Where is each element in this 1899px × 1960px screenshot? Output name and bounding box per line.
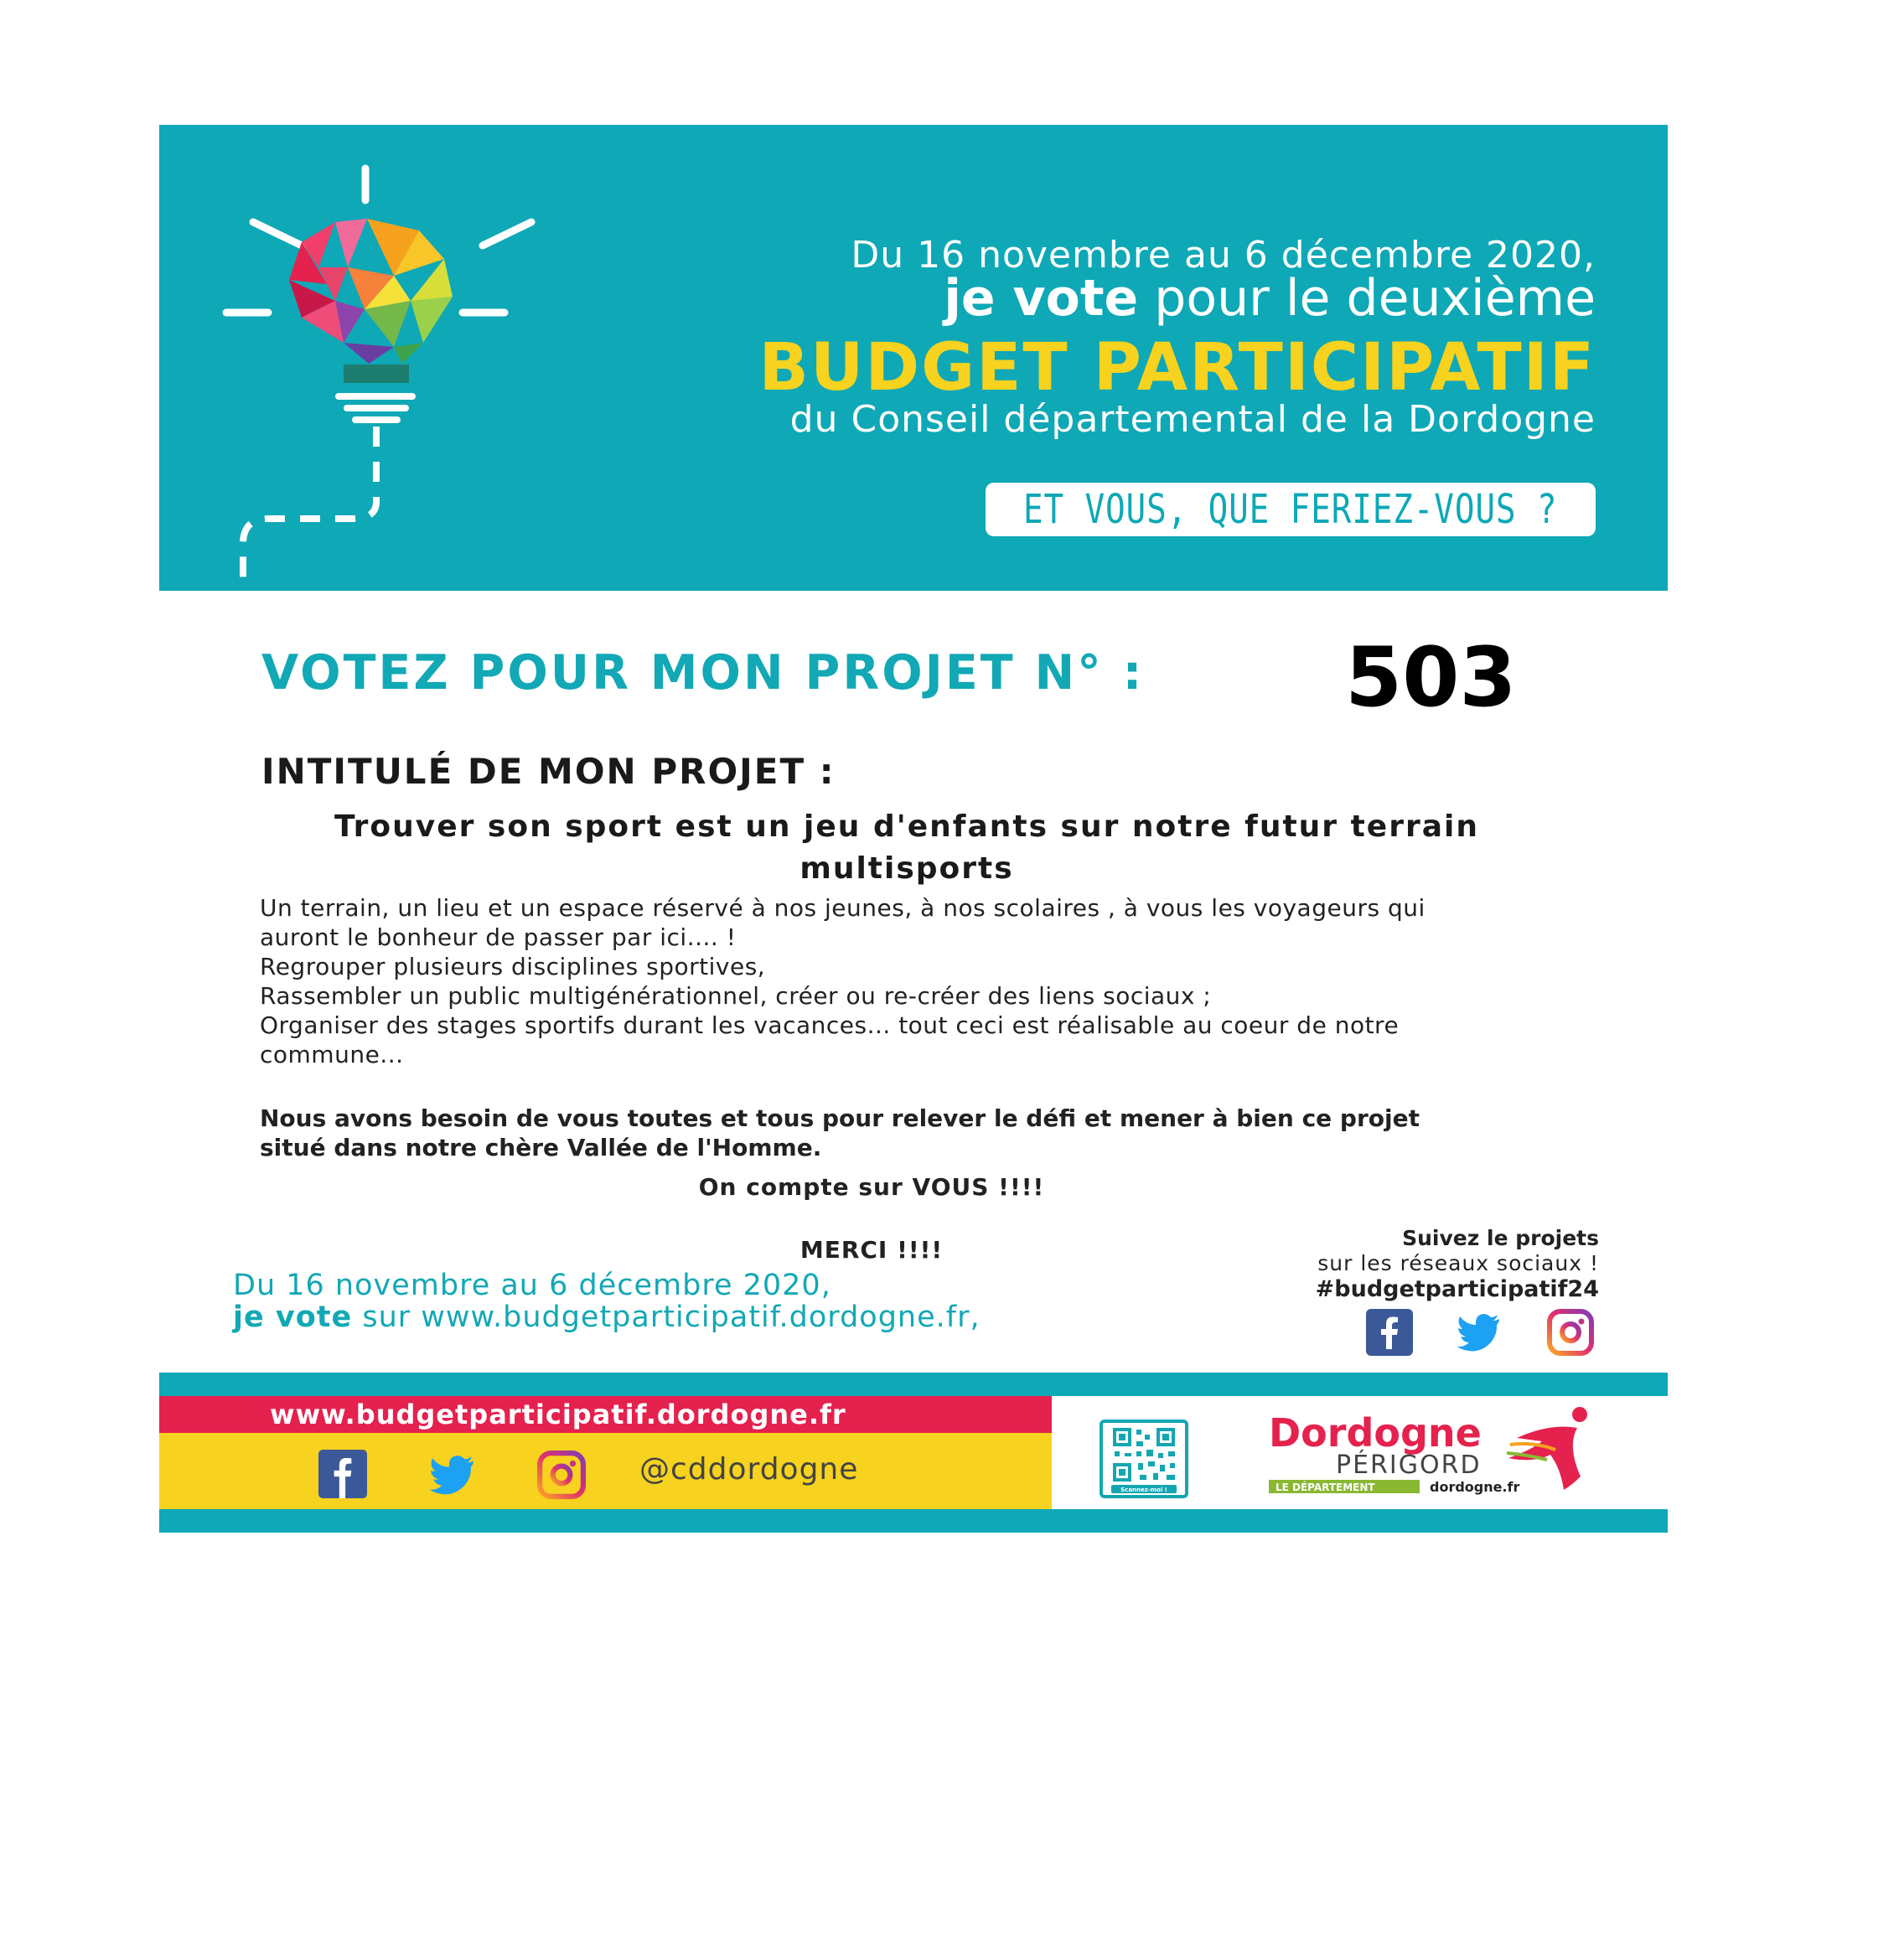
banner-social-bar xyxy=(159,1433,1052,1509)
twitter-icon[interactable] xyxy=(1456,1309,1503,1356)
description-line: auront le bonheur de passer par ici.... ! xyxy=(260,923,737,951)
social-handle[interactable]: @cddordogne xyxy=(639,1452,859,1487)
reseaux-label: sur les réseaux sociaux ! xyxy=(1317,1251,1599,1275)
hashtag-label[interactable]: #budgetparticipatif24 xyxy=(1315,1276,1599,1302)
appeal-line: Nous avons besoin de vous toutes et tous pour relever le défi et mener à bien ce projet xyxy=(260,1104,1420,1132)
description-line: Regrouper plusieurs disciplines sportives, xyxy=(260,953,766,980)
compte-text: On compte sur VOUS !!!! xyxy=(698,1173,1045,1201)
footer-dates: Du 16 novembre au 6 décembre 2020, xyxy=(233,1269,831,1302)
project-number: 503 xyxy=(1345,630,1517,726)
logo-name: Dordogne xyxy=(1269,1410,1482,1456)
header-dates: Du 16 novembre au 6 décembre 2020, xyxy=(851,234,1596,277)
twitter-icon[interactable] xyxy=(426,1452,479,1496)
header-banner xyxy=(159,125,1668,591)
merci-text: MERCI !!!! xyxy=(799,1236,944,1264)
project-title: Trouver son sport est un jeu d'enfants sur notre futur terrain multisports xyxy=(334,809,1479,886)
project-description xyxy=(260,893,1634,1069)
slogan-box xyxy=(986,483,1596,536)
intitule-label: INTITULÉ DE MON PROJET : xyxy=(261,751,836,792)
logo-region: PÉRIGORD xyxy=(1336,1451,1482,1480)
instagram-icon[interactable] xyxy=(1547,1309,1594,1356)
banner-top-band xyxy=(159,1373,1668,1396)
suivez-label: Suivez le projets xyxy=(1402,1226,1599,1250)
description-line: Un terrain, un lieu et un espace réservé à nos jeunes, à nos scolaires , à vous les voyageurs qui xyxy=(260,894,1426,922)
logo-site: dordogne.fr xyxy=(1430,1479,1520,1495)
banner-url-link[interactable]: www.budgetparticipatif.dordogne.fr xyxy=(270,1399,846,1430)
appeal-line: situé dans notre chère Vallée de l'Homme. xyxy=(260,1134,822,1161)
header-vote-bold: je vote xyxy=(944,269,1139,328)
qr-code-graphic xyxy=(1103,1423,1185,1495)
description-line: Organiser des stages sportifs durant les vacances... tout ceci est réalisable au coeur de notre xyxy=(260,1011,1400,1039)
qr-code-icon[interactable] xyxy=(1100,1420,1188,1498)
banner-url-bar xyxy=(159,1396,1052,1433)
banner-bottom-band xyxy=(159,1509,1668,1533)
facebook-icon[interactable] xyxy=(318,1450,367,1498)
footer-vote-line xyxy=(233,1301,981,1334)
logo-departement: LE DÉPARTEMENT xyxy=(1275,1482,1375,1493)
footer-vote-bold: je vote xyxy=(233,1301,353,1334)
header-vote-rest: pour le deuxième xyxy=(1138,269,1596,328)
votez-label: VOTEZ POUR MON PROJET N° : xyxy=(261,645,1145,701)
description-line: commune... xyxy=(260,1041,404,1068)
description-line: Rassembler un public multigénérationnel, créer ou re-créer des liens sociaux ; xyxy=(260,982,1212,1010)
qr-caption: Scannez-moi ! xyxy=(1120,1487,1167,1493)
instagram-icon[interactable] xyxy=(537,1451,586,1499)
footer-vote-url[interactable]: sur www.budgetparticipatif.dordogne.fr, xyxy=(352,1301,981,1334)
header-conseil: du Conseil départemental de la Dordogne xyxy=(789,398,1596,441)
header-budget-title: BUDGET PARTICIPATIF xyxy=(758,330,1596,406)
header-vote-line xyxy=(944,269,1596,328)
dordogne-logo[interactable] xyxy=(1265,1404,1601,1497)
slogan-text: ET VOUS, QUE FERIEZ-VOUS ? xyxy=(1023,486,1558,533)
lightbulb-icon xyxy=(210,142,612,591)
facebook-icon[interactable] xyxy=(1366,1309,1413,1356)
project-appeal xyxy=(260,1104,1634,1162)
